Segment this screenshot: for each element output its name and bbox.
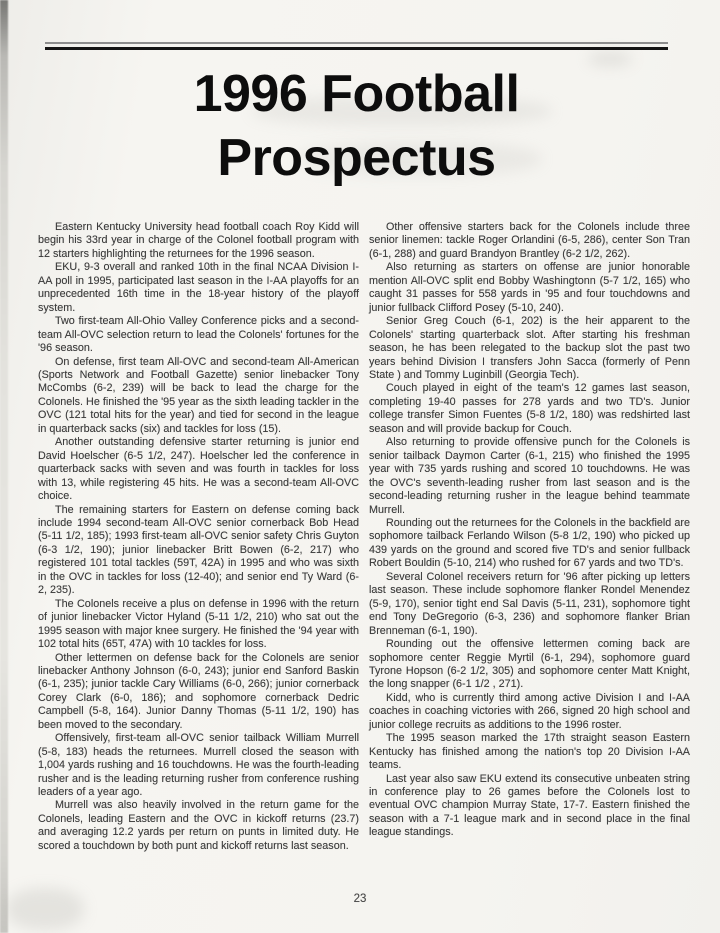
- article-body: [38, 221, 690, 853]
- page-number: 23: [353, 893, 367, 905]
- paragraph: Other lettermen on defense back for the Colonels are senior linebacker Anthony Johnson (6-0, 243); junior end Sanford Baskin (6-1, 235); junior tackle Cary Williams (6-0, 266); junior cornerback Corey Clark (6-0, 186); and sophomore cornerback Dedric Campbell (5-8, 164). Junior Danny Thomas (5-11 1/2, 190) has been moved to the secondary.: [38, 651, 359, 731]
- paragraph: Last year also saw EKU extend its consecutive unbeaten string in conference play to 26 games before the Colonels lost to eventual OVC champion Murray State, 17-7. Eastern finished the season with a 7-1 league mark and in second place in the final league standings.: [369, 772, 690, 839]
- paragraph: Two first-team All-Ohio Valley Conference picks and a second-team All-OVC selection return to lead the Colonels' fortunes for the '96 season.: [38, 315, 359, 355]
- right-column: [369, 221, 690, 853]
- paragraph: On defense, first team All-OVC and second-team All-American (Sports Network and Football Gazette) senior linebacker Tony McCombs (6-2, 239) will be back to lead the charge for the Colonels. He finished the '95 year as the sixth leading tackler in the OVC (121 total hits for the year) and tied for second in the league in quarterback sacks (six) and tackles for loss (15).: [38, 355, 359, 435]
- paragraph: The 1995 season marked the 17th straight season Eastern Kentucky has finished among the nation's top 20 Division I-AA teams.: [369, 732, 690, 772]
- paragraph: Murrell was also heavily involved in the return game for the Colonels, leading Eastern and the OVC in kickoff returns (23.7) and averaging 12.2 yards per return on punts in limited duty. He scored a touchdown by both punt and kickoff returns last season.: [38, 799, 359, 852]
- paragraph: Couch played in eight of the team's 12 games last season, completing 19-40 passes for 278 yards and two TD's. Junior college transfer Simon Fuentes (5-8 1/2, 180) was redshirted last season and will provide backup for Couch.: [369, 382, 690, 435]
- paragraph: Rounding out the offensive lettermen coming back are sophomore center Reggie Myrtil (6-1, 294), sophomore guard Tyrone Hopson (6-2 1/2, 305) and sophomore center Matt Knight, the long snapper (6-1 1/2 , 271).: [369, 638, 690, 691]
- title-line-1: 1996 Football: [193, 65, 520, 123]
- paragraph: Several Colonel receivers return for '96 after picking up letters last season. These include sophomore flanker Rondel Menendez (5-9, 170), senior tight end Sal Davis (5-11, 231), sophomore tight end Tony DeGregorio (6-3, 236) and sophomore flanker Brian Brenneman (6-1, 190).: [369, 570, 690, 637]
- paragraph: Eastern Kentucky University head football coach Roy Kidd will begin his 33rd year in charge of the Colonel football program with 12 starters highlighting the returnees for the 1996 season.: [38, 221, 359, 260]
- page-title: [45, 62, 668, 190]
- paragraph: Other offensive starters back for the Colonels include three senior linemen: tackle Roger Orlandini (6-5, 286), center Son Tran (6-1, 288) and guard Brandyon Brantley (6-2 1/2, 262).: [369, 221, 690, 260]
- paragraph: Rounding out the returnees for the Colonels in the backfield are sophomore tailback Ferlando Wilson (5-8 1/2, 190) who picked up 439 yards on the ground and scored five TD's and senior fullback Robert Bouldin (5-10, 214) who rushed for 67 yards and two TD's.: [369, 516, 690, 570]
- paragraph: Also returning to provide offensive punch for the Colonels is senior tailback Daymon Carter (6-1, 215) who finished the 1995 year with 735 yards rushing and scored 10 touchdowns. He was the OVC's seventh-leading rusher from last season and is the second-leading returning rusher in the league behind teammate Murrell.: [369, 436, 690, 516]
- paragraph: The remaining starters for Eastern on defense coming back include 1994 second-team All-OVC senior cornerback Bob Head (5-11 1/2, 185); 1993 first-team all-OVC senior safety Chris Guyton (6-3 1/2, 190); junior linebacker Britt Bowen (6-2, 217) who registered 101 total tackles (59T, 42A) in 1995 and who was sixth in the OVC in tackles for loss (12-40); and senior end Ty Ward (6-2, 235).: [38, 503, 359, 597]
- paragraph: Also returning as starters on offense are junior honorable mention All-OVC split end Bobby Washingtonn (5-7 1/2, 165) who caught 31 passes for 558 yards in '95 and four touchdowns and junior fullback Clifford Posey (5-10, 240).: [369, 261, 690, 314]
- scan-edge-artifact: [0, 0, 8, 933]
- paragraph: The Colonels receive a plus on defense in 1996 with the return of junior linebacker Victor Hyland (5-11 1/2, 210) who sat out the 1995 season with major knee surgery. He finished the '94 year with 102 total hits (65T, 47A) with 10 tackles for loss.: [38, 597, 359, 651]
- double-rule-divider: [45, 42, 668, 50]
- title-line-2: Prospectus: [217, 129, 496, 187]
- left-column: [38, 221, 359, 853]
- paragraph: Kidd, who is currently third among active Division I and I-AA coaches in coaching victories with 266, signed 20 high school and junior college recruits as additions to the 1996 roster.: [369, 691, 690, 731]
- paragraph: EKU, 9-3 overall and ranked 10th in the final NCAA Division I-AA poll in 1995, participated last season in the I-AA playoffs for an unprecedented 16th time in the 18-year history of the playoff system.: [38, 261, 359, 314]
- paragraph: Offensively, first-team all-OVC senior tailback William Murrell (5-8, 183) heads the returnees. Murrell closed the season with 1,004 yards rushing and 16 touchdowns. He was the fourth-leading rusher and is the leading returning rusher from conference rushing leaders of a year ago.: [38, 732, 359, 799]
- paragraph: Another outstanding defensive starter returning is junior end David Hoelscher (6-5 1/2, 247). Hoelscher led the conference in quarterback sacks with seven and was fourth in tackles for loss with 13, while registering 45 hits. He was a second-team All-OVC choice.: [38, 436, 359, 503]
- paragraph: Senior Greg Couch (6-1, 202) is the heir apparent to the Colonels' starting quarterback slot. After starting his freshman season, he has been relegated to the backup slot the past two years behind Division I transfers John Sacca (formerly of Penn State ) and Tommy Luginbill (Georgia Tech).: [369, 315, 690, 381]
